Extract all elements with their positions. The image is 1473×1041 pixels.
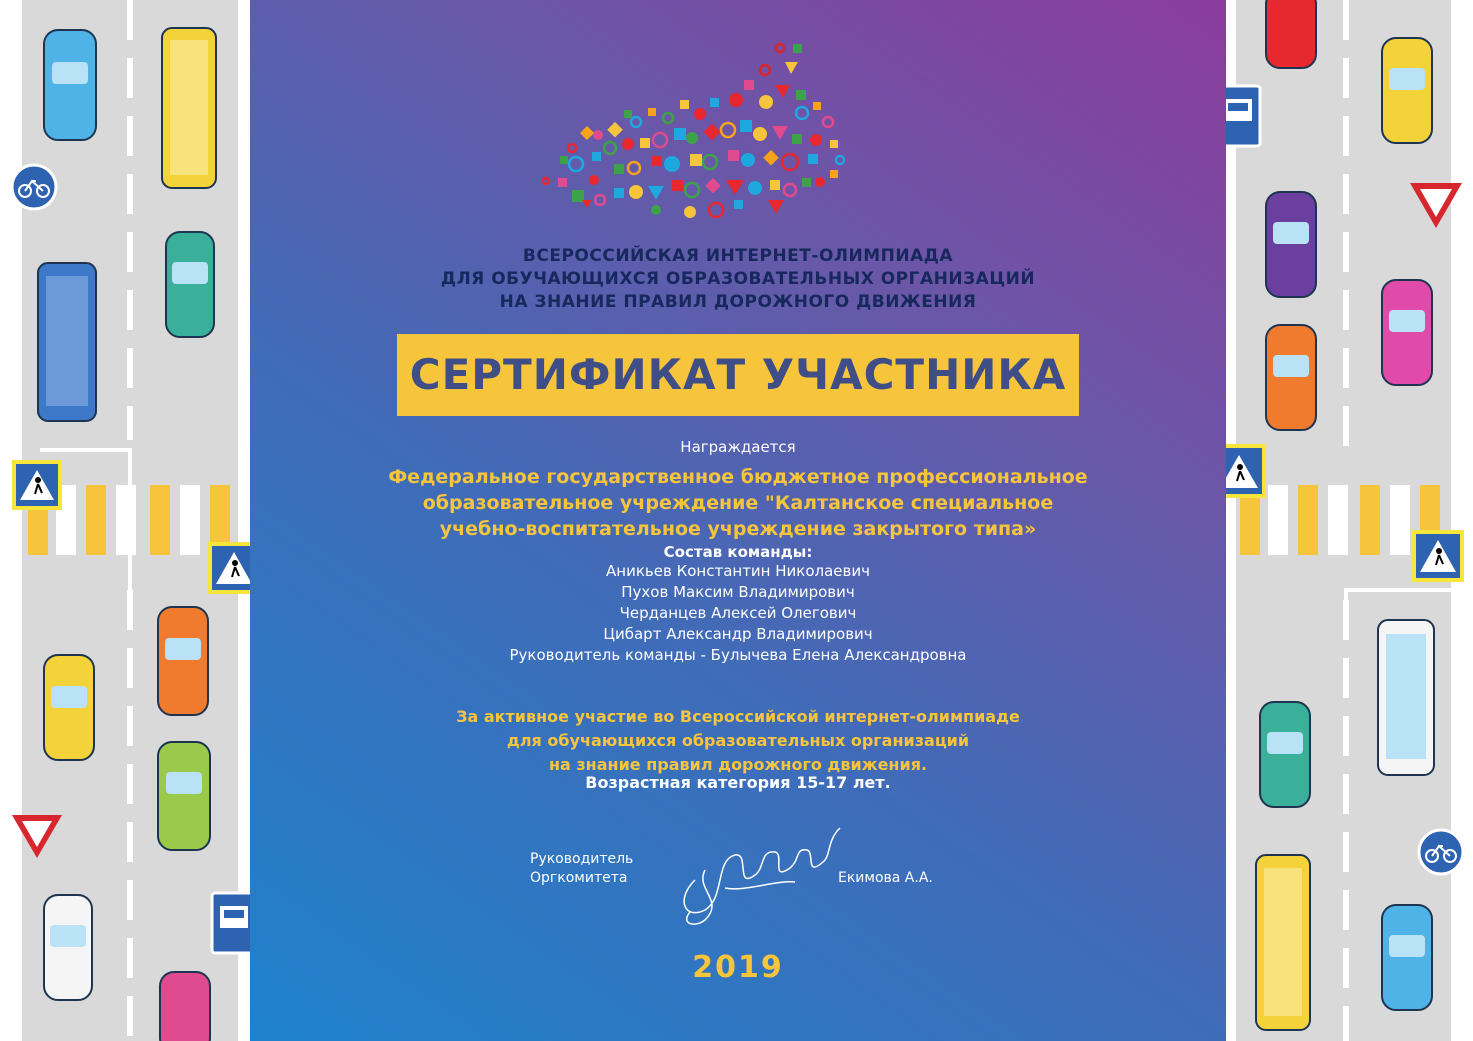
recipient-organization-line: образовательное учреждение "Калтанское специальное	[422, 492, 1054, 514]
car-icon	[1382, 38, 1432, 143]
right-road-illustration	[1226, 0, 1473, 1041]
handwritten-signature	[665, 820, 845, 930]
award-reason-line: для обучающихся образовательных организаций	[506, 731, 970, 750]
team-members-list	[250, 561, 1226, 666]
bus-stop-sign-icon	[1226, 86, 1260, 146]
team-member: Цибарт Александр Владимирович	[603, 625, 873, 643]
car-icon	[158, 607, 208, 715]
certificate-title-banner	[397, 334, 1079, 416]
signatory-role	[530, 850, 633, 888]
team-label: Состав команды:	[663, 543, 813, 561]
car-icon	[44, 30, 96, 140]
pedestrian-crossing-sign-icon	[1226, 444, 1266, 498]
team-member: Аникьев Константин Николаевич	[606, 562, 870, 580]
car-icon	[1382, 905, 1432, 1010]
car-icon	[166, 232, 214, 337]
recipient-organization	[250, 464, 1226, 542]
car-icon	[1382, 280, 1432, 385]
signatory-role-line: Оргкомитета	[530, 870, 628, 886]
recipient-organization-line: Федеральное государственное бюджетное профессиональное	[388, 466, 1088, 488]
car-icon	[1266, 0, 1316, 68]
olympiad-title-line: ВСЕРОССИЙСКАЯ ИНТЕРНЕТ-ОЛИМПИАДА	[522, 246, 954, 266]
car-icon	[1266, 192, 1316, 297]
olympiad-title	[250, 245, 1226, 314]
team-leader: Руководитель команды - Булычева Елена Александровна	[509, 646, 967, 664]
bus-icon	[1378, 620, 1434, 775]
pedestrian-crossing-sign-icon	[12, 460, 62, 510]
certificate-title: СЕРТИФИКАТ УЧАСТНИКА	[409, 350, 1067, 399]
car-icon	[44, 655, 94, 760]
car-icon	[158, 742, 210, 850]
recipient-organization-line: учебно-воспитательное учреждение закрытого типа»	[439, 518, 1037, 540]
olympiad-logo	[540, 40, 900, 225]
bicycle-sign-icon	[1419, 830, 1463, 874]
car-icon	[1260, 702, 1310, 807]
car-icon	[1266, 325, 1316, 430]
olympiad-title-line: НА ЗНАНИЕ ПРАВИЛ ДОРОЖНОГО ДВИЖЕНИЯ	[499, 292, 977, 312]
pedestrian-crossing-sign-icon	[208, 542, 250, 594]
bus-icon	[162, 28, 216, 188]
age-category: Возрастная категория 15-17 лет.	[585, 773, 891, 792]
team-member: Черданцев Алексей Олегович	[619, 604, 857, 622]
certificate-panel	[250, 0, 1226, 1041]
car-icon	[44, 895, 92, 1000]
pedestrian-crossing-sign-icon	[1412, 530, 1464, 582]
bus-icon	[38, 263, 96, 421]
left-road-illustration	[0, 0, 250, 1041]
signatory-name: Екимова А.А.	[838, 870, 933, 886]
awarded-label: Награждается	[680, 438, 796, 456]
signatory-role-line: Руководитель	[530, 851, 634, 867]
award-reason-line: За активное участие во Всероссийской интернет-олимпиаде	[456, 707, 1020, 726]
team-member: Пухов Максим Владимирович	[621, 583, 855, 601]
bus-stop-sign-icon	[212, 893, 250, 953]
car-icon	[160, 972, 210, 1041]
bicycle-sign-icon	[12, 165, 56, 209]
award-reason	[250, 705, 1226, 777]
olympiad-title-line: ДЛЯ ОБУЧАЮЩИХСЯ ОБРАЗОВАТЕЛЬНЫХ ОРГАНИЗАЦИЙ	[440, 269, 1036, 289]
certificate-year: 2019	[692, 950, 784, 985]
bus-icon	[1256, 855, 1310, 1030]
crosswalk	[1240, 485, 1440, 555]
award-reason-line: на знание правил дорожного движения.	[548, 755, 928, 774]
